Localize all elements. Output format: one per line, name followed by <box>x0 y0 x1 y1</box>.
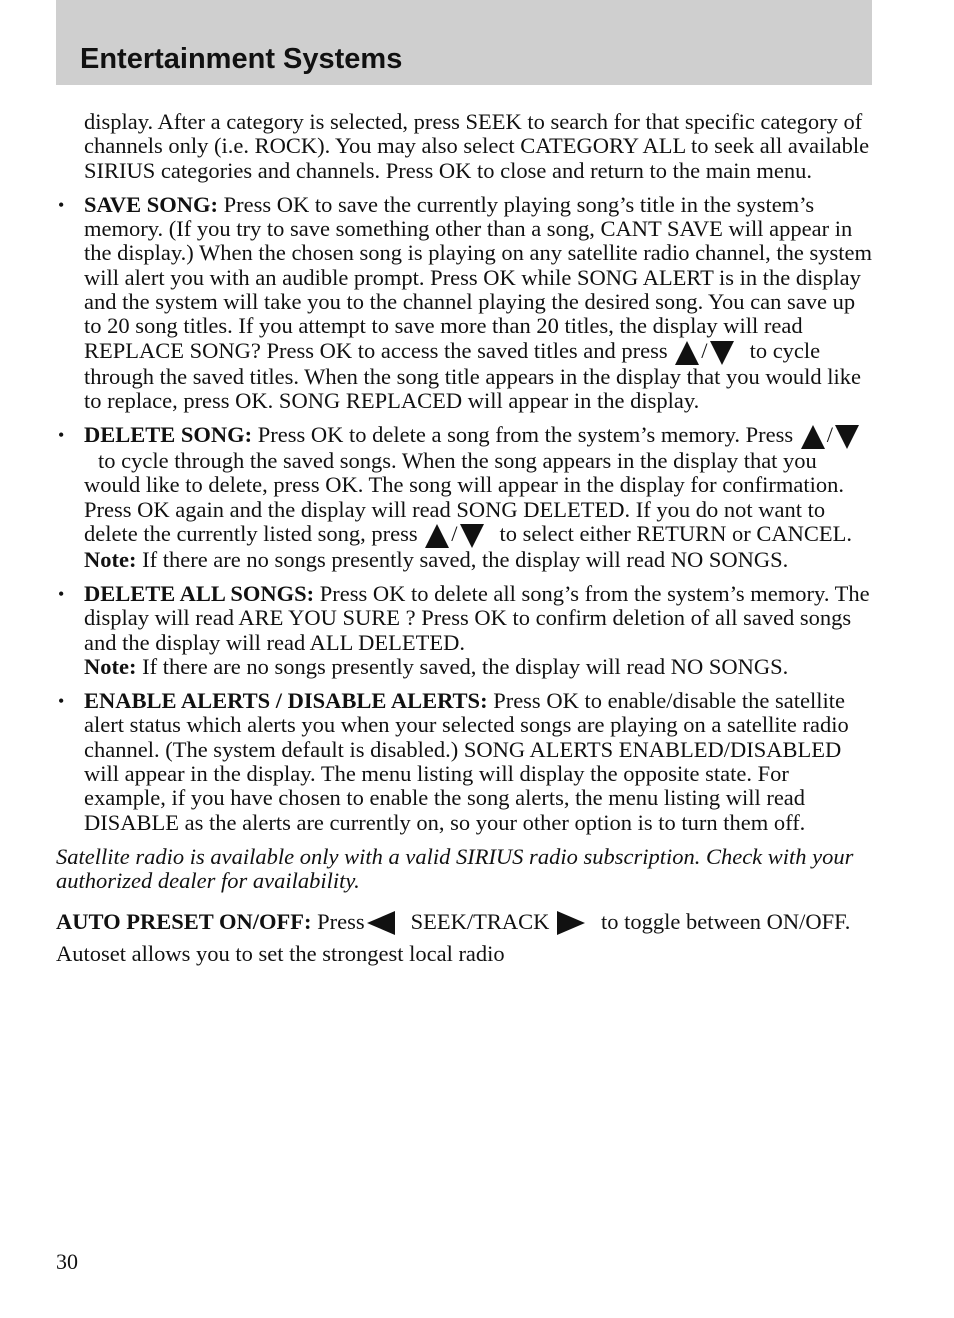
seek-left-icon <box>367 911 395 935</box>
delete-all-songs-paragraph <box>84 582 872 655</box>
auto-preset-paragraph <box>56 906 872 970</box>
up-arrow-icon <box>801 425 825 449</box>
down-arrow-icon <box>710 341 734 365</box>
enable-alerts-text: Press OK to enable/disable the satellite alert status which alerts you when your selected songs are playing on a satellite radio channel. (The system default is disabled.) SONG ALERTS ENABLED/DISABLED will appear in the display. The menu listing will display the opposite state. For example, if you have chosen to enable the song alerts, the menu listing will read DISABLE as the alerts are currently on, so your other option is to turn them off. <box>84 688 849 835</box>
bullet-enable-alerts <box>56 689 872 835</box>
note-label: Note: <box>84 546 137 572</box>
enable-alerts-label: ENABLE ALERTS / DISABLE ALERTS: <box>84 688 488 714</box>
note-text: If there are no songs presently saved, the display will read NO SONGS. <box>136 546 789 572</box>
bullet-icon: • <box>58 194 65 215</box>
seek-track-text: SEEK/TRACK <box>410 908 550 934</box>
auto-preset-text-after: to toggle between ON/OFF. Autoset allows you to set the strongest local radio <box>56 908 851 966</box>
auto-preset-label: AUTO PRESET ON/OFF: <box>56 908 312 934</box>
delete-song-text: Press OK to delete a song from the system’s memory. Press <box>252 422 794 448</box>
down-arrow-icon <box>460 524 484 548</box>
icon-separator: / <box>826 422 834 448</box>
bullet-delete-song <box>56 423 872 572</box>
seek-right-icon <box>557 911 585 935</box>
save-song-label: SAVE SONG: <box>84 191 219 217</box>
delete-song-text-middle: to cycle through the saved songs. When the song appears in the display that you would like to delete, press OK. The song will appear in the display for confirmation. Press OK again and the display will read SONG DELETED. If you do not want to delete the currently listed song, press <box>84 447 845 546</box>
save-song-paragraph <box>84 193 872 413</box>
icon-separator: / <box>701 337 708 363</box>
icon-separator: / <box>451 520 458 546</box>
delete-song-text-after: to select either RETURN or CANCEL. <box>499 520 852 546</box>
up-arrow-icon <box>425 524 449 548</box>
up-arrow-icon <box>675 341 699 365</box>
bullet-save-song <box>56 193 872 413</box>
bullet-delete-all-songs <box>56 582 872 679</box>
delete-all-songs-label: DELETE ALL SONGS: <box>84 580 315 606</box>
bullet-icon: • <box>58 425 65 446</box>
delete-all-songs-note <box>84 655 872 679</box>
delete-song-paragraph <box>84 423 872 548</box>
auto-preset-press: Press <box>311 908 365 934</box>
page-number: 30 <box>56 1249 78 1274</box>
delete-song-note <box>84 548 872 572</box>
intro-paragraph: display. After a category is selected, press SEEK to search for that specific category of channels only (i.e. ROCK). You may also select CATEGORY ALL to seek all available SIRIUS categories and channels. Press OK to close and return to the main menu. <box>84 109 870 183</box>
save-song-text: Press OK to save the currently playing song’s title in the system’s memory. (If you try to save something other than a song, CANT SAVE will appear in the display.) When the chosen song is playing on any satellite radio channel, the system will alert you with an audible prompt. Press OK while SONG ALERT is in the display and the system will take you to the channel playing the desired song. You can save up to 20 song titles. If you attempt to save more than 20 titles, the display will read REPLACE SONG? Press OK to access the saved titles and press <box>84 191 872 363</box>
page-content <box>56 110 872 970</box>
down-arrow-icon <box>835 425 859 449</box>
section-title: Entertainment Systems <box>80 43 403 75</box>
note-label: Note: <box>84 653 137 679</box>
bullet-icon: • <box>58 691 65 712</box>
bullet-icon: • <box>58 583 65 604</box>
satellite-availability-note: Satellite radio is available only with a valid SIRIUS radio subscription. Check with your authorized dealer for availability. <box>56 843 854 894</box>
save-song-text-after: to cycle through the saved titles. When the song title appears in the display that you would like to replace, press OK. SONG REPLACED will appear in the display. <box>84 337 861 413</box>
enable-alerts-paragraph <box>84 689 872 835</box>
note-text: If there are no songs presently saved, the display will read NO SONGS. <box>136 653 789 679</box>
delete-all-songs-text: Press OK to delete all song’s from the system’s memory. The display will read ARE YOU SURE ? Press OK to confirm deletion of all saved songs and the display will read ALL DELETED. <box>84 580 870 655</box>
delete-song-label: DELETE SONG: <box>84 422 253 448</box>
